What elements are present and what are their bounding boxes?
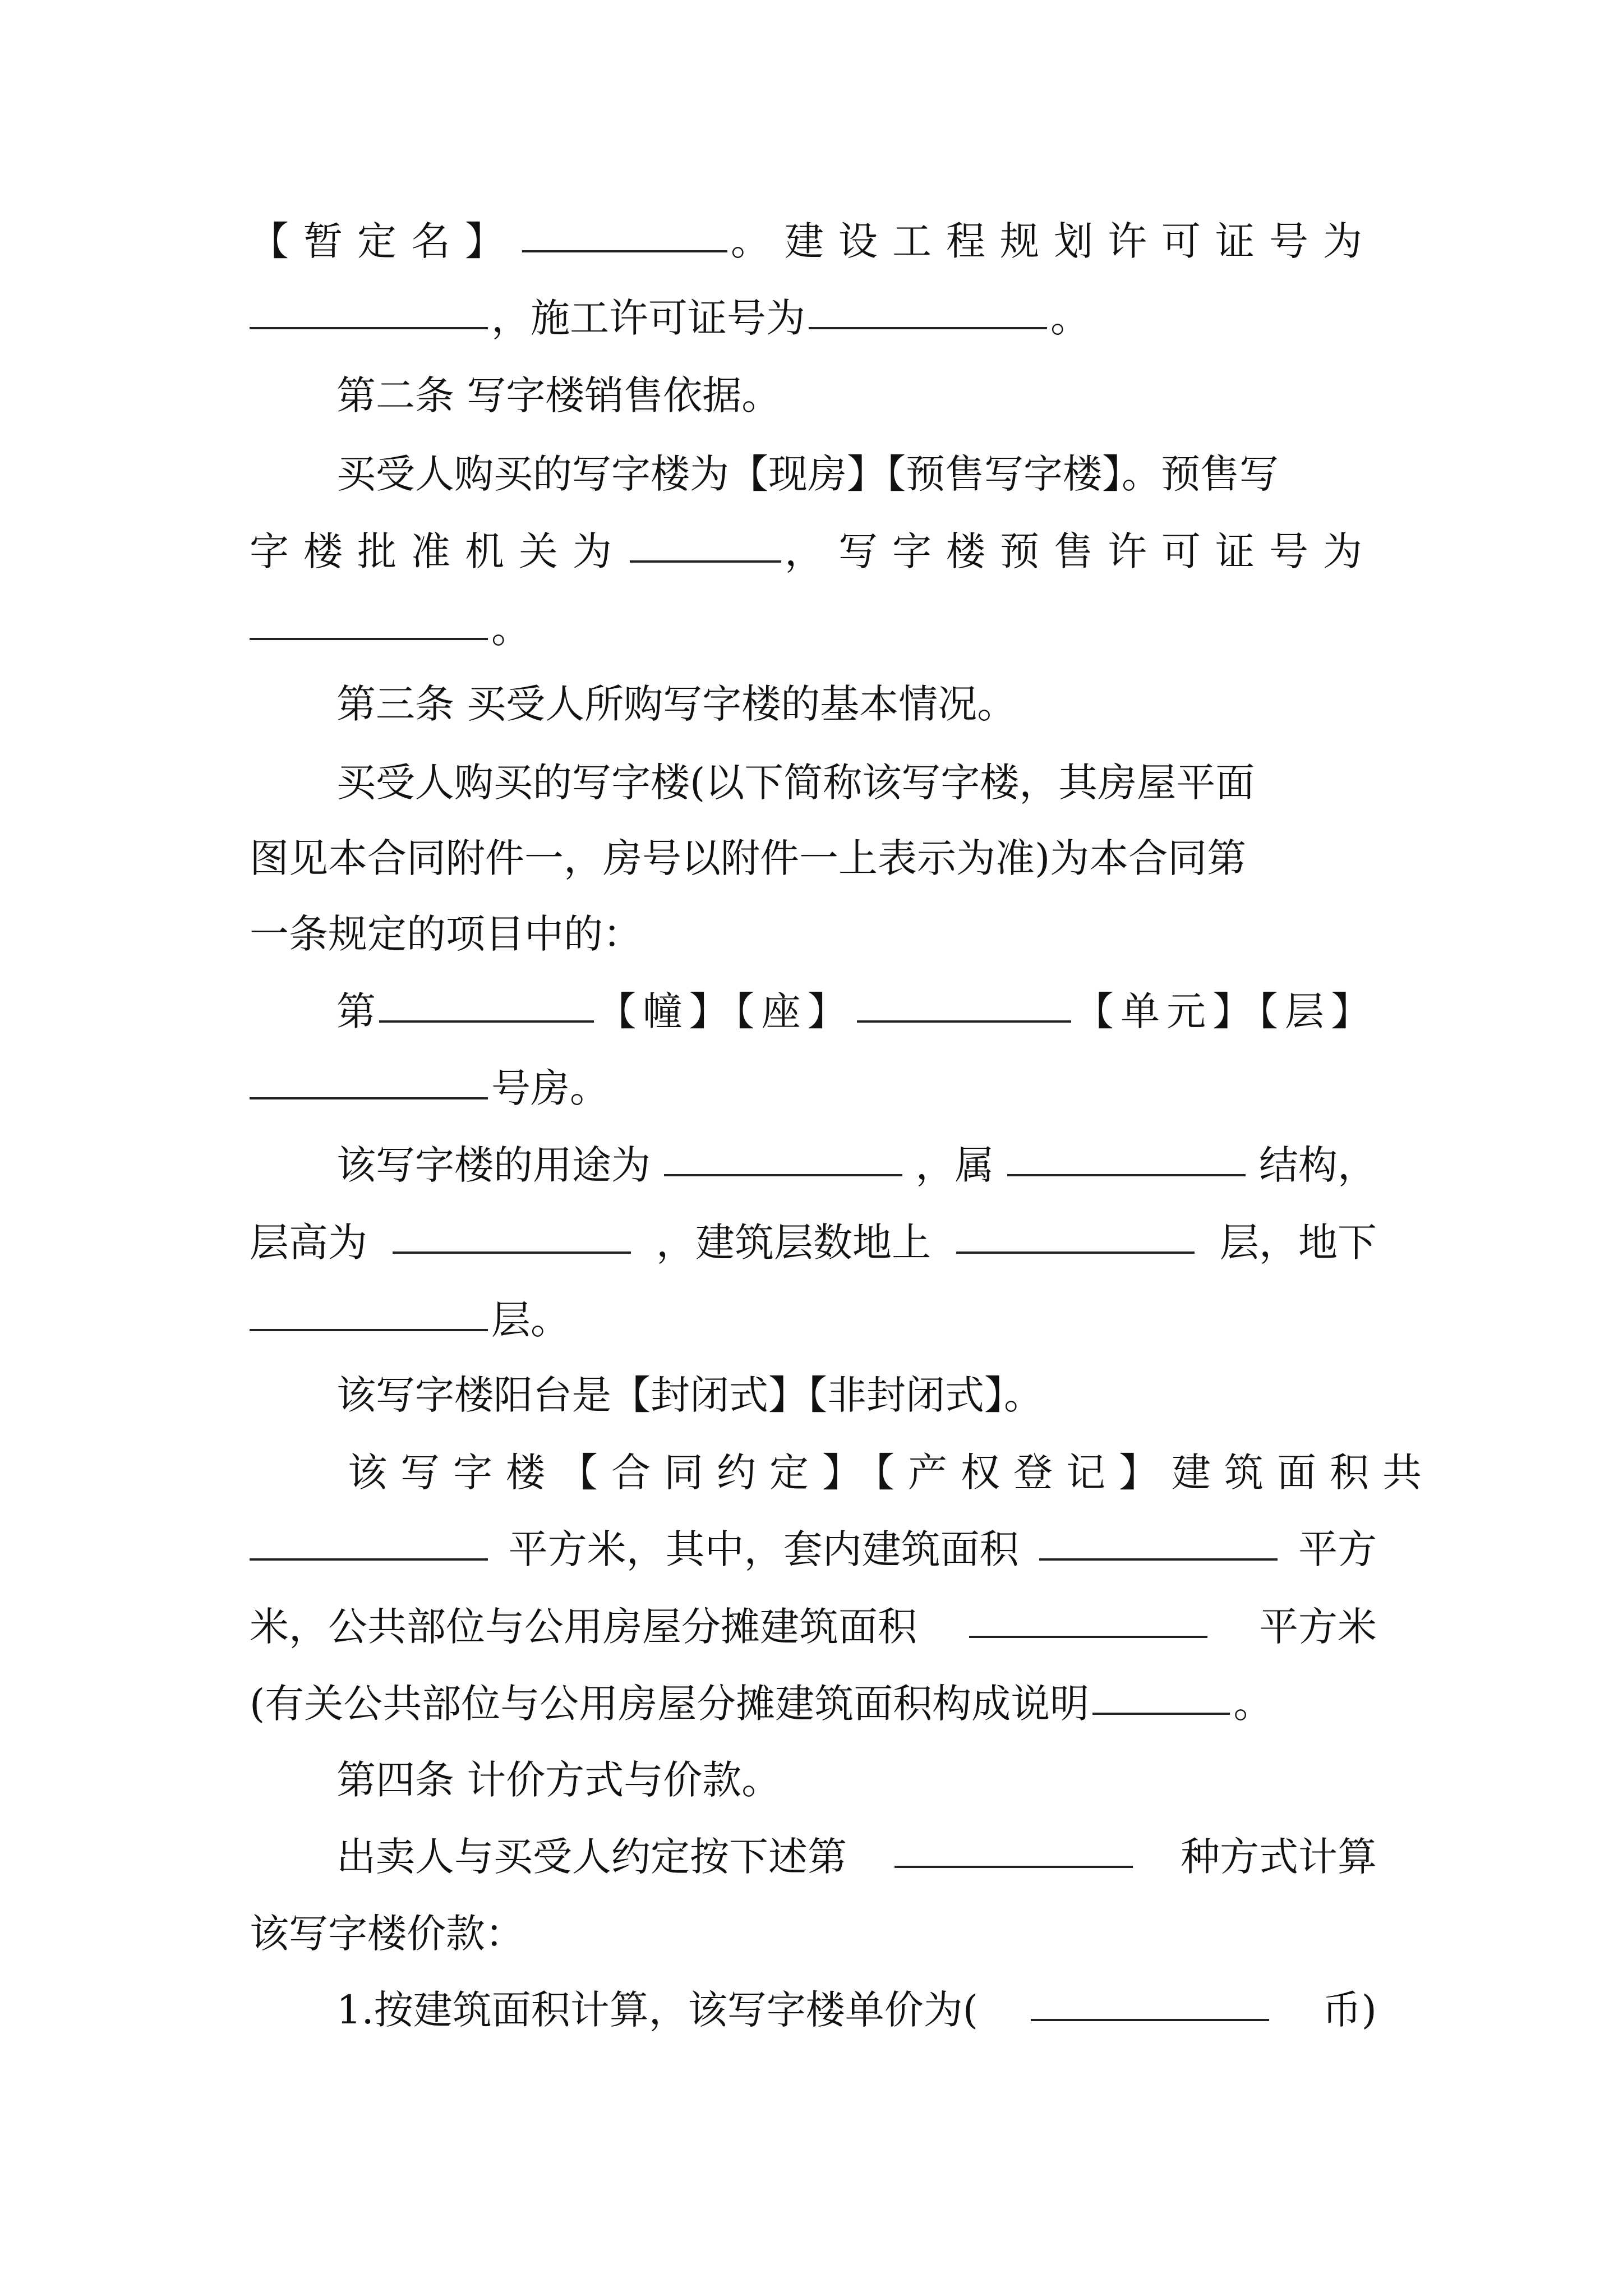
fill-blank [250,1329,488,1331]
text-segment: 该写字楼的用途为 [336,1142,651,1188]
text-segment: 该写字楼价款： [250,1911,524,1957]
text-segment: 买受人购买的写字楼(以下简称该写字楼，其房屋平面 [336,760,1255,806]
text-line [250,287,1377,349]
article-heading: 第二条 写字楼销售依据。 [336,372,781,418]
text-line [250,1057,1377,1119]
text-segment: 该写字楼【合同约定】【产权登记】建筑面积共 [348,1450,1435,1496]
text-line [250,827,1377,889]
text-line [250,903,1377,965]
text-segment: 。 [491,606,531,652]
text-segment: 层高为 [250,1220,367,1266]
text-line [336,752,1377,813]
text-segment: 第 [336,988,376,1034]
text-segment: 层，地下 [1220,1220,1377,1266]
text-segment: 结构， [1259,1142,1377,1188]
text-segment: 平方米 [1259,1604,1377,1650]
text-segment: 。 [1050,295,1090,341]
text-line [336,981,1377,1042]
fill-blank [250,1558,488,1561]
text-segment: 【暂定名】 [250,218,519,264]
text-segment: 一条规定的项目中的： [250,911,642,957]
fill-blank [250,327,488,329]
fill-blank [1031,2019,1269,2021]
fill-blank [664,1174,902,1176]
fill-blank [630,560,781,563]
text-segment: 【单元】【层】 [1075,988,1377,1034]
text-line [336,1134,1377,1196]
text-segment: 层。 [491,1297,570,1343]
text-line [348,1442,1435,1503]
text-segment: 该写字楼阳台是【封闭式】【非封闭式】。 [336,1372,1043,1418]
text-segment: 种方式计算 [1181,1834,1377,1880]
fill-blank [1007,1174,1246,1176]
text-line [250,1596,1377,1658]
text-line [250,521,1377,582]
fill-blank [969,1636,1207,1638]
text-segment: 币) [1322,1987,1377,2033]
text-line [250,1673,1377,1734]
text-segment: 。建设工程规划许可证号为 [731,218,1377,264]
text-line [336,1979,1377,2041]
text-line [250,1289,1377,1351]
article-heading: 第三条 买受人所购写字楼的基本情况。 [336,681,1017,727]
text-segment: 【幢】【座】 [597,988,854,1034]
fill-blank [809,327,1047,329]
text-line [336,1749,1377,1811]
text-segment: 号房。 [491,1065,609,1111]
text-line [250,210,1377,272]
text-line [250,1519,1377,1580]
fill-blank [379,1020,594,1023]
text-line [250,1212,1377,1273]
text-segment: 米，公共部位与公用房屋分摊建筑面积 [250,1604,917,1650]
text-line [336,365,1377,426]
text-line [250,1903,1377,1964]
text-segment: 图见本合同附件一，房号以附件一上表示为准)为本合同第 [250,835,1247,881]
text-line [250,598,1377,660]
text-segment: 平方米，其中，套内建筑面积 [508,1526,1019,1572]
text-segment: 字楼批准机关为 [250,528,626,574]
text-line [336,1364,1377,1426]
text-line [336,443,1377,505]
fill-blank [1092,1713,1230,1715]
fill-blank [956,1251,1195,1254]
text-segment: 平方 [1298,1526,1377,1572]
fill-blank [393,1251,631,1254]
text-segment: ，施工许可证号为 [491,295,805,341]
article-heading: 第四条 计价方式与价款。 [336,1757,781,1803]
text-segment: ，属 [915,1142,994,1188]
text-line [336,673,1377,735]
fill-blank [895,1866,1133,1868]
text-line [336,1826,1377,1888]
text-segment: 1.按建筑面积计算，该写字楼单价为( [336,1987,979,2033]
fill-blank [250,638,488,640]
fill-blank [522,250,727,252]
text-segment: 。 [1233,1681,1273,1727]
fill-blank [1039,1558,1278,1561]
fill-blank [250,1097,488,1099]
text-segment: (有关公共部位与公用房屋分摊建筑面积构成说明 [250,1681,1090,1727]
fill-blank [857,1020,1072,1023]
text-segment: 买受人购买的写字楼为【现房】【预售写字楼】。预售写 [336,451,1279,497]
text-segment: 出卖人与买受人约定按下述第 [336,1834,847,1880]
text-segment: ，建筑层数地上 [656,1220,931,1266]
text-segment: ，写字楼预售许可证号为 [785,528,1377,574]
